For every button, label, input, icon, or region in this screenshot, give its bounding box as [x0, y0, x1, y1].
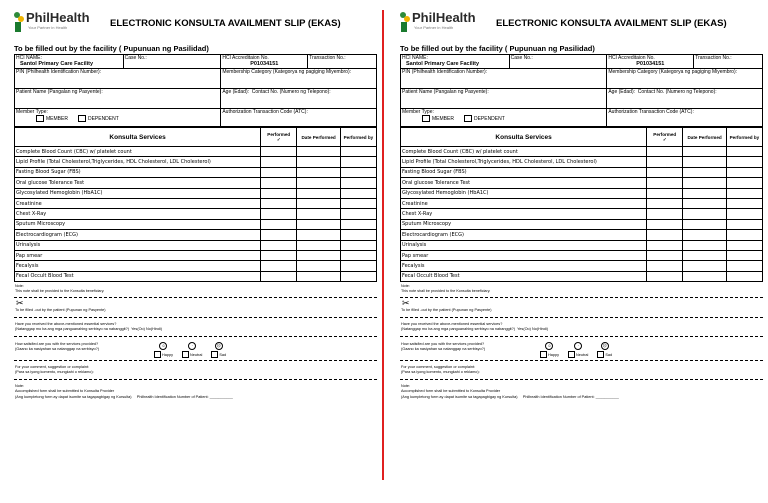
performed-by-cell[interactable]	[340, 178, 376, 188]
form-title: ELECTRONIC KONSULTA AVAILMENT SLIP (EKAS)	[110, 18, 341, 29]
pin-cell[interactable]	[401, 69, 607, 89]
philhealth-logo-icon	[400, 12, 410, 32]
sad-face-icon: ☹	[216, 343, 221, 349]
satisfaction-question	[14, 338, 377, 359]
performed-by-cell[interactable]	[726, 198, 762, 208]
section-divider	[14, 379, 377, 380]
performed-by-cell[interactable]	[340, 198, 376, 208]
received-q-fil: (Natanggap mo ba ang mga panguanahing serbisyo na nabanggit?)	[15, 326, 129, 331]
date-header: Date Performed	[297, 128, 340, 147]
form-header	[400, 8, 763, 38]
member-type-cell	[15, 109, 221, 127]
service-row	[401, 157, 763, 167]
hci-name-cell[interactable]	[401, 55, 510, 69]
happy-checkbox[interactable]	[154, 351, 161, 358]
performed-cell[interactable]	[261, 250, 297, 260]
hci-name-label: HCI NAME:	[16, 55, 42, 61]
service-row	[15, 198, 377, 208]
neutral-checkbox[interactable]	[182, 351, 189, 358]
neutral-checkbox[interactable]	[568, 351, 575, 358]
membership-label: Membership Category (Kategorya ng pagiging Miyembro):	[222, 69, 351, 75]
received-question	[14, 319, 377, 335]
note-text: This note shall be provided to the Konsulta beneficiary.	[15, 288, 105, 293]
service-row	[401, 271, 763, 281]
atc-label: Authorization Transaction Code (ATC):	[608, 109, 694, 115]
date-performed-cell[interactable]	[683, 250, 726, 260]
member-option-label: MEMBER	[432, 115, 454, 122]
performed-by-cell[interactable]	[726, 147, 762, 157]
date-performed-cell[interactable]	[683, 157, 726, 167]
neutral-face-icon: ·	[188, 342, 196, 350]
form-header	[14, 8, 377, 38]
performed-by-header: Performed by	[726, 128, 762, 147]
patient-name-cell[interactable]	[401, 89, 607, 109]
dependent-checkbox[interactable]	[78, 115, 86, 122]
patient-pin-field[interactable]: Philhealth Identification Number of Patient: ___________	[522, 394, 619, 399]
satisfied-q-fil: (Gaano ka nasiyahan sa natanggap na serbisyo?)	[401, 347, 486, 352]
cut-line	[14, 297, 377, 298]
service-row	[401, 178, 763, 188]
member-type-label: Member Type:	[16, 109, 48, 115]
age-label: Age (Edad):	[222, 89, 250, 95]
performed-cell[interactable]	[261, 147, 297, 157]
member-checkbox[interactable]	[36, 115, 44, 122]
performed-by-cell[interactable]	[340, 271, 376, 281]
accreditation-label: HCI Accreditaion No.	[222, 55, 269, 61]
neutral-label: Neutral	[190, 352, 203, 357]
performed-cell[interactable]	[647, 188, 683, 198]
ekas-form-right	[400, 8, 763, 468]
performed-by-cell[interactable]	[726, 188, 762, 198]
comment-q-fil: (Para sa iyong komento, mungkahi o reklamo):	[15, 370, 94, 375]
service-row	[401, 188, 763, 198]
accreditation-label: HCI Accreditaion No.	[608, 55, 655, 61]
performed-by-cell[interactable]	[726, 230, 762, 240]
accreditation-cell[interactable]	[221, 55, 308, 69]
service-row	[15, 178, 377, 188]
philhealth-logo	[400, 10, 496, 34]
note-beneficiary	[14, 282, 377, 296]
performed-by-cell[interactable]	[340, 261, 376, 271]
service-name: Fecalysis	[15, 261, 261, 271]
performed-cell[interactable]	[261, 271, 297, 281]
transaction-label: Transaction No.:	[695, 55, 732, 61]
performed-by-cell[interactable]	[726, 271, 762, 281]
comment-q-en: For your comment, suggestion or complaint:	[15, 365, 90, 370]
scissors-icon: ✂	[402, 297, 410, 308]
performed-header	[647, 128, 683, 147]
sad-option[interactable]	[211, 342, 226, 358]
service-name: Sputum Microscopy	[401, 219, 647, 229]
case-no-cell[interactable]	[509, 55, 607, 69]
satisfied-q-en: How satisfied are you with the services provided?	[15, 342, 99, 347]
happy-checkbox[interactable]	[540, 351, 547, 358]
atc-cell[interactable]	[221, 109, 377, 127]
service-name: Glycosylated Hemoglobin (HbA1C)	[15, 188, 261, 198]
case-no-cell[interactable]	[123, 55, 221, 69]
date-performed-cell[interactable]	[297, 167, 340, 177]
performed-cell[interactable]	[647, 271, 683, 281]
performed-cell[interactable]	[647, 240, 683, 250]
date-performed-cell[interactable]	[683, 240, 726, 250]
service-name: Lipid Profile (Total Cholesterol,Triglycerides, HDL Cholesterol, LDL Cholesterol)	[15, 157, 261, 167]
checkmark-icon: ✓	[276, 136, 281, 142]
note2-title: Note:	[401, 384, 411, 389]
performed-by-cell[interactable]	[340, 147, 376, 157]
performed-header-label: Performed	[653, 131, 677, 137]
dependent-option-label: DEPENDENT	[87, 115, 119, 122]
age-contact-cell[interactable]	[607, 89, 763, 109]
happy-face-icon: ☺	[161, 343, 166, 349]
date-performed-cell[interactable]	[297, 240, 340, 250]
service-name: Fecal Occult Blood Test	[401, 271, 647, 281]
performed-by-cell[interactable]	[726, 250, 762, 260]
cut-line	[400, 297, 763, 298]
date-performed-cell[interactable]	[297, 250, 340, 260]
performed-header	[261, 128, 297, 147]
performed-by-cell[interactable]	[340, 188, 376, 198]
philhealth-logo	[14, 10, 110, 34]
note-beneficiary	[400, 282, 763, 296]
performed-cell[interactable]	[261, 157, 297, 167]
membership-cell[interactable]	[221, 69, 377, 89]
performed-by-cell[interactable]	[726, 261, 762, 271]
date-performed-cell[interactable]	[297, 178, 340, 188]
note-title: Note:	[15, 284, 24, 289]
happy-label: Happy	[162, 352, 173, 357]
performed-by-cell[interactable]	[726, 157, 762, 167]
performed-cell[interactable]	[647, 250, 683, 260]
patient-name-label: Patient Name (Pangalan ng Pasyente):	[16, 89, 103, 95]
service-row	[15, 219, 377, 229]
performed-cell[interactable]	[647, 157, 683, 167]
service-name: Chest X-Ray	[15, 209, 261, 219]
logo-tagline: Your Partner in Health	[28, 25, 68, 30]
facility-instruction: To be filled out by the facility ( Pupunuan ng Pasilidad)	[14, 44, 209, 53]
note2-text-fil: (Ang kumpletong form ay dapat isumite sa tagapagbigay ng Kursulta)	[15, 394, 132, 399]
performed-cell[interactable]	[261, 240, 297, 250]
pin-label: PIN (Philhealth Identification Number):	[16, 69, 102, 75]
performed-by-cell[interactable]	[726, 209, 762, 219]
performed-by-cell[interactable]	[340, 230, 376, 240]
date-performed-cell[interactable]	[683, 271, 726, 281]
service-row	[15, 157, 377, 167]
transaction-label: Transaction No.:	[309, 55, 346, 61]
pin-cell[interactable]	[15, 69, 221, 89]
logo-tagline: Your Partner in Health	[414, 25, 454, 30]
yes-no-options[interactable]: Yes(Oo) No(Hindi)	[131, 326, 163, 331]
membership-label: Membership Category (Kategorya ng pagiging Miyembro):	[608, 69, 737, 75]
service-row	[401, 261, 763, 271]
performed-cell[interactable]	[647, 219, 683, 229]
patient-info-table	[14, 54, 377, 127]
comment-section[interactable]	[14, 362, 377, 378]
date-performed-cell[interactable]	[683, 188, 726, 198]
performed-by-cell[interactable]	[726, 240, 762, 250]
neutral-label: Neutral	[576, 352, 589, 357]
date-performed-cell[interactable]	[297, 209, 340, 219]
logo-name: PhilHealth	[26, 10, 90, 25]
contact-label: Contact No. (Numero ng Telepono):	[637, 89, 717, 95]
date-performed-cell[interactable]	[297, 219, 340, 229]
happy-label: Happy	[548, 352, 559, 357]
performed-cell[interactable]	[647, 198, 683, 208]
service-name: Complete Blood Count (CBC) w/ platelet count	[15, 147, 261, 157]
received-question	[400, 319, 763, 335]
date-performed-cell[interactable]	[297, 147, 340, 157]
performed-cell[interactable]	[647, 261, 683, 271]
performed-cell[interactable]	[647, 230, 683, 240]
philhealth-logo-icon	[14, 12, 24, 32]
service-name: Oral glucose Tolerance Test	[401, 178, 647, 188]
date-performed-cell[interactable]	[683, 178, 726, 188]
case-no-label: Case No.:	[510, 55, 533, 61]
yes-no-options[interactable]: Yes(Oo) No(Hindi)	[517, 326, 549, 331]
service-row	[401, 219, 763, 229]
facility-instruction: To be filled out by the facility ( Pupunuan ng Pasilidad)	[400, 44, 595, 53]
satisfaction-options	[154, 342, 234, 358]
date-performed-cell[interactable]	[297, 271, 340, 281]
service-row	[401, 230, 763, 240]
performed-cell[interactable]	[647, 147, 683, 157]
accreditation-cell[interactable]	[607, 55, 694, 69]
logo-name: PhilHealth	[412, 10, 476, 25]
dependent-checkbox[interactable]	[464, 115, 472, 122]
member-checkbox[interactable]	[422, 115, 430, 122]
comment-section[interactable]	[400, 362, 763, 378]
services-table	[400, 127, 763, 282]
performed-by-cell[interactable]	[726, 178, 762, 188]
sad-label: Sad	[219, 352, 227, 357]
membership-cell[interactable]	[607, 69, 763, 89]
received-q-en: Have you received the above-mentioned essential services?	[15, 321, 117, 326]
date-performed-cell[interactable]	[683, 209, 726, 219]
performed-cell[interactable]	[261, 261, 297, 271]
age-label: Age (Edad):	[608, 89, 636, 95]
service-row	[401, 167, 763, 177]
performed-cell[interactable]	[261, 167, 297, 177]
performed-by-cell[interactable]	[340, 240, 376, 250]
service-name: Complete Blood Count (CBC) w/ platelet count	[401, 147, 647, 157]
transaction-cell[interactable]	[694, 55, 763, 69]
form-title: ELECTRONIC KONSULTA AVAILMENT SLIP (EKAS)	[496, 18, 727, 29]
service-name: Fasting Blood Sugar (FBS)	[15, 167, 261, 177]
service-name: Pap smear	[15, 250, 261, 260]
checkmark-icon: ✓	[662, 136, 667, 142]
service-row	[15, 230, 377, 240]
performed-cell[interactable]	[261, 230, 297, 240]
service-name: Fecal Occult Blood Test	[15, 271, 261, 281]
received-q-fil: (Natanggap mo ba ang mga panguanahing serbisyo na nabanggit?)	[401, 326, 515, 331]
service-row	[401, 209, 763, 219]
performed-by-cell[interactable]	[726, 219, 762, 229]
received-q-en: Have you received the above-mentioned essential services?	[401, 321, 503, 326]
service-name: Chest X-Ray	[401, 209, 647, 219]
performed-by-cell[interactable]	[726, 167, 762, 177]
date-performed-cell[interactable]	[297, 230, 340, 240]
service-name: Pap smear	[401, 250, 647, 260]
hci-name-cell[interactable]	[15, 55, 124, 69]
service-row	[401, 147, 763, 157]
neutral-option[interactable]	[568, 342, 588, 358]
satisfied-q-fil: (Gaano ka nasiyahan sa natanggap na serbisyo?)	[15, 347, 100, 352]
contact-label: Contact No. (Numero ng Telepono):	[251, 89, 331, 95]
scissors-icon: ✂	[16, 297, 24, 308]
date-performed-cell[interactable]	[683, 261, 726, 271]
performed-cell[interactable]	[647, 167, 683, 177]
happy-face-icon: ☺	[547, 343, 552, 349]
patient-name-label: Patient Name (Pangalan ng Pasyente):	[402, 89, 489, 95]
hci-name-value: Santol Primary Care Facility	[20, 61, 94, 67]
submission-note	[400, 381, 763, 402]
note-text: This note shall be provided to the Konsulta beneficiary.	[401, 288, 491, 293]
service-row	[401, 240, 763, 250]
date-performed-cell[interactable]	[683, 219, 726, 229]
accreditation-value: P01034151	[636, 61, 665, 67]
atc-cell[interactable]	[607, 109, 763, 127]
service-name: Fecalysis	[401, 261, 647, 271]
hci-name-value: Santol Primary Care Facility	[406, 61, 480, 67]
service-name: Creatinine	[401, 198, 647, 208]
service-row	[15, 167, 377, 177]
date-performed-cell[interactable]	[683, 198, 726, 208]
service-name: Lipid Profile (Total Cholesterol,Triglycerides, HDL Cholesterol, LDL Cholesterol)	[401, 157, 647, 167]
patient-section-title: To be filled -out by the patient (Pupunan ng Pasyente)	[15, 307, 106, 312]
performed-by-header: Performed by	[340, 128, 376, 147]
accreditation-value: P01034151	[250, 61, 279, 67]
services-header: Konsulta Services	[15, 128, 261, 147]
service-name: Glycosylated Hemoglobin (HbA1C)	[401, 188, 647, 198]
service-name: Creatinine	[15, 198, 261, 208]
service-row	[401, 250, 763, 260]
performed-by-cell[interactable]	[340, 209, 376, 219]
pin-label: PIN (Philhealth Identification Number):	[402, 69, 488, 75]
service-name: Urinalysis	[15, 240, 261, 250]
patient-name-cell[interactable]	[15, 89, 221, 109]
submission-note	[14, 381, 377, 402]
service-row	[15, 240, 377, 250]
date-performed-cell[interactable]	[297, 261, 340, 271]
happy-option[interactable]	[540, 342, 559, 358]
section-divider	[14, 360, 377, 361]
section-divider	[400, 317, 763, 318]
section-divider	[14, 317, 377, 318]
service-row	[15, 271, 377, 281]
service-row	[15, 188, 377, 198]
date-performed-cell[interactable]	[297, 188, 340, 198]
service-name: Oral glucose Tolerance Test	[15, 178, 261, 188]
performed-by-cell[interactable]	[340, 250, 376, 260]
performed-cell[interactable]	[647, 178, 683, 188]
satisfaction-question	[400, 338, 763, 359]
performed-cell[interactable]	[261, 219, 297, 229]
sad-option[interactable]	[597, 342, 612, 358]
member-option-label: MEMBER	[46, 115, 68, 122]
comment-q-en: For your comment, suggestion or complaint:	[401, 365, 476, 370]
service-row	[15, 147, 377, 157]
sad-label: Sad	[605, 352, 613, 357]
services-table	[14, 127, 377, 282]
note2-text: Accomplished form shall be submitted to Konsulta Provider	[15, 389, 115, 394]
service-name: Electrocardiogram (ECG)	[15, 230, 261, 240]
date-performed-cell[interactable]	[683, 167, 726, 177]
member-type-label: Member Type:	[402, 109, 434, 115]
atc-label: Authorization Transaction Code (ATC):	[222, 109, 308, 115]
performed-header-label: Performed	[267, 131, 291, 137]
performed-by-cell[interactable]	[340, 157, 376, 167]
service-name: Urinalysis	[401, 240, 647, 250]
section-divider	[400, 336, 763, 337]
date-performed-cell[interactable]	[297, 198, 340, 208]
date-performed-cell[interactable]	[683, 147, 726, 157]
sad-face-icon: ☹	[602, 343, 607, 349]
sad-checkbox[interactable]	[597, 351, 604, 358]
performed-cell[interactable]	[261, 178, 297, 188]
comment-q-fil: (Para sa iyong komento, mungkahi o reklamo):	[401, 370, 480, 375]
page-divider	[382, 10, 384, 480]
satisfied-q-en: How satisfied are you with the services provided?	[401, 342, 485, 347]
age-contact-cell[interactable]	[221, 89, 377, 109]
performed-cell[interactable]	[261, 198, 297, 208]
date-performed-cell[interactable]	[683, 230, 726, 240]
section-divider	[400, 360, 763, 361]
service-row	[401, 198, 763, 208]
date-performed-cell[interactable]	[297, 157, 340, 167]
date-header: Date Performed	[683, 128, 726, 147]
service-name: Fasting Blood Sugar (FBS)	[401, 167, 647, 177]
note-title: Note:	[401, 284, 410, 289]
performed-cell[interactable]	[261, 209, 297, 219]
note2-text: Accomplished form shall be submitted to Konsulta Provider	[401, 389, 501, 394]
service-row	[15, 250, 377, 260]
services-header: Konsulta Services	[401, 128, 647, 147]
happy-option[interactable]	[154, 342, 173, 358]
transaction-cell[interactable]	[308, 55, 377, 69]
note2-text-fil: (Ang kumpletong form ay dapat isumite sa tagapagbigay ng Kursulta)	[401, 394, 518, 399]
patient-info-table	[400, 54, 763, 127]
performed-cell[interactable]	[261, 188, 297, 198]
patient-section-title: To be filled -out by the patient (Pupunan ng Pasyente)	[401, 307, 492, 312]
satisfaction-options	[540, 342, 620, 358]
patient-pin-field[interactable]: Philhealth Identification Number of Patient: ___________	[136, 394, 233, 399]
neutral-face-icon: ·	[574, 342, 582, 350]
section-divider	[400, 379, 763, 380]
neutral-option[interactable]	[182, 342, 202, 358]
performed-cell[interactable]	[647, 209, 683, 219]
dependent-option-label: DEPENDENT	[473, 115, 505, 122]
hci-name-label: HCI NAME:	[402, 55, 428, 61]
member-type-cell	[401, 109, 607, 127]
performed-by-cell[interactable]	[340, 167, 376, 177]
service-row	[15, 209, 377, 219]
service-name: Electrocardiogram (ECG)	[401, 230, 647, 240]
sad-checkbox[interactable]	[211, 351, 218, 358]
service-row	[15, 261, 377, 271]
ekas-form-left	[14, 8, 377, 468]
note2-title: Note:	[15, 384, 25, 389]
service-name: Sputum Microscopy	[15, 219, 261, 229]
case-no-label: Case No.:	[124, 55, 147, 61]
section-divider	[14, 336, 377, 337]
performed-by-cell[interactable]	[340, 219, 376, 229]
